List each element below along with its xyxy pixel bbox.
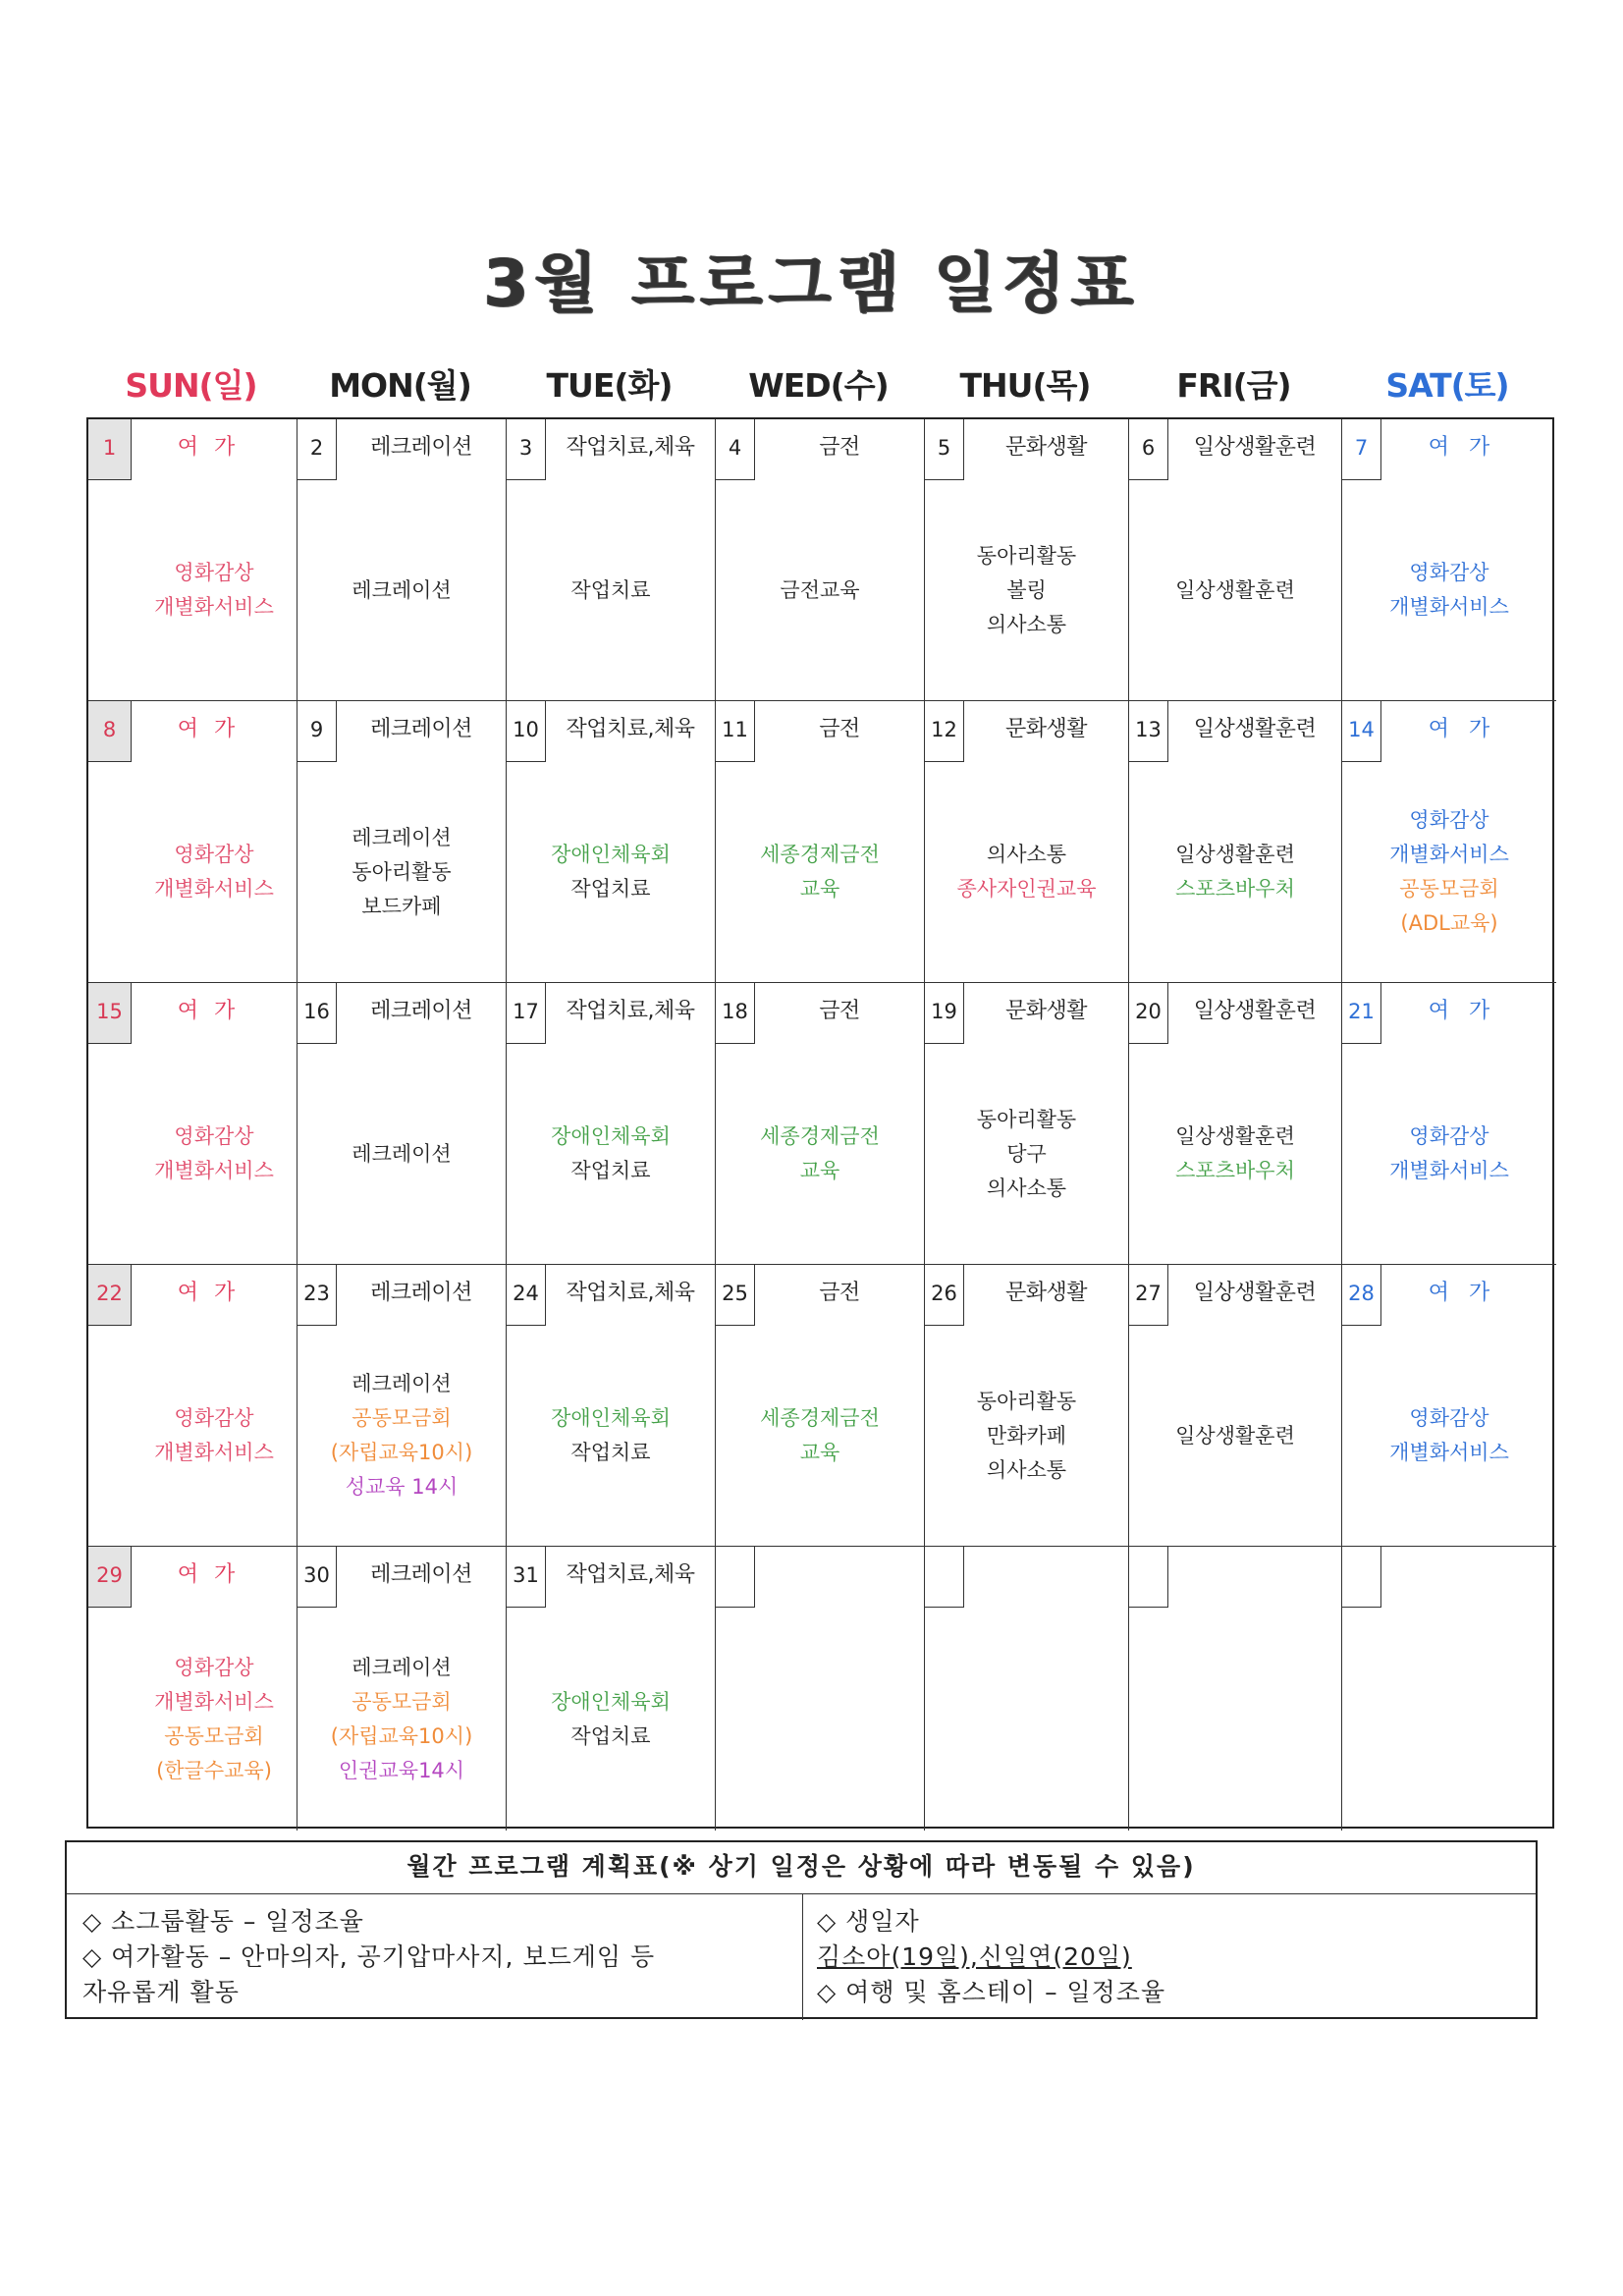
day-program-label: 일상생활훈련 bbox=[1193, 717, 1317, 741]
day-program-label: 문화생활 bbox=[1004, 435, 1087, 460]
activity-line: 영화감상 bbox=[1409, 1124, 1489, 1148]
activity-line: 작업치료 bbox=[570, 1441, 651, 1464]
day-number: 3 bbox=[507, 419, 546, 480]
activity-line: 개별화서비스 bbox=[154, 595, 274, 619]
day-number: 4 bbox=[716, 419, 755, 480]
day-number bbox=[1342, 1547, 1381, 1608]
activity-line: 동아리활동 bbox=[976, 543, 1077, 568]
activity-line: 보드카페 bbox=[361, 894, 442, 918]
day-cell-empty bbox=[1129, 1547, 1342, 1831]
day-activities bbox=[1129, 1608, 1341, 1831]
day-cell-10 bbox=[507, 701, 716, 983]
day-number bbox=[716, 1547, 755, 1608]
day-program-label: 금전 bbox=[819, 435, 860, 460]
activity-line: 동아리활동 bbox=[976, 1389, 1077, 1413]
activity-line: 만화카페 bbox=[986, 1423, 1067, 1448]
day-cell-16 bbox=[298, 983, 507, 1265]
day-activities bbox=[507, 1044, 715, 1264]
weekday-header-sat: SAT(토) bbox=[1385, 366, 1509, 405]
day-activities bbox=[1129, 762, 1341, 982]
day-program-label: 여가 bbox=[1428, 717, 1510, 741]
activity-line: (자립교육10시) bbox=[330, 1723, 473, 1748]
activity-line: 영화감상 bbox=[174, 1124, 254, 1148]
activity-line: 작업치료 bbox=[570, 1159, 651, 1182]
day-activities bbox=[507, 762, 715, 982]
day-activities bbox=[1342, 1326, 1556, 1546]
day-number: 9 bbox=[298, 701, 337, 762]
day-program-label: 여가 bbox=[177, 1281, 251, 1305]
day-number: 24 bbox=[507, 1265, 546, 1326]
calendar-grid bbox=[86, 417, 1554, 1829]
activity-line: 세종경제금전 bbox=[760, 1124, 880, 1148]
activity-line: 세종경제금전 bbox=[760, 843, 880, 866]
day-activities bbox=[298, 1044, 506, 1264]
day-cell-30 bbox=[298, 1547, 507, 1831]
activity-line: 장애인체육회 bbox=[551, 1406, 671, 1430]
day-activities bbox=[716, 480, 924, 700]
day-program-label: 작업치료,체육 bbox=[566, 435, 695, 460]
day-number: 2 bbox=[298, 419, 337, 480]
activity-line: 장애인체육회 bbox=[551, 1689, 671, 1714]
day-program-label: 레크레이션 bbox=[370, 435, 472, 460]
day-cell-13 bbox=[1129, 701, 1342, 983]
activity-line: 작업치료 bbox=[570, 877, 651, 901]
weekday-header-row bbox=[86, 358, 1554, 417]
activity-line: 세종경제금전 bbox=[760, 1406, 880, 1430]
activity-line: 교육 bbox=[799, 877, 840, 901]
activity-line: 교육 bbox=[799, 1159, 840, 1182]
day-cell-1 bbox=[88, 419, 298, 701]
day-cell-19 bbox=[925, 983, 1129, 1265]
activity-line: 동아리활동 bbox=[352, 859, 452, 884]
day-activities bbox=[1342, 1608, 1556, 1831]
activity-line: 영화감상 bbox=[1409, 561, 1489, 584]
plan-leisure-line-cont: 자유롭게 활동 bbox=[82, 1978, 240, 2006]
plan-birthday-names: 김소아(19일),신일연(20일) bbox=[817, 1942, 1132, 1971]
activity-line: 영화감상 bbox=[1409, 1406, 1489, 1430]
day-activities bbox=[1129, 480, 1341, 700]
day-number: 20 bbox=[1129, 983, 1168, 1044]
day-program-label: 여가 bbox=[1428, 1281, 1510, 1305]
activity-line: 영화감상 bbox=[174, 1406, 254, 1430]
activity-line: 영화감상 bbox=[174, 843, 254, 866]
day-program-label bbox=[755, 1547, 924, 1608]
day-number: 21 bbox=[1342, 983, 1381, 1044]
day-number: 10 bbox=[507, 701, 546, 762]
day-cell-8 bbox=[88, 701, 298, 983]
activity-line: 개별화서비스 bbox=[1389, 843, 1509, 866]
weekday-header-sun: SUN(일) bbox=[125, 366, 257, 405]
day-activities bbox=[1129, 1326, 1341, 1546]
day-activities bbox=[132, 762, 297, 982]
day-number: 31 bbox=[507, 1547, 546, 1608]
day-cell-24 bbox=[507, 1265, 716, 1547]
activity-line: 볼링 bbox=[1006, 577, 1047, 602]
day-number: 8 bbox=[88, 701, 132, 762]
day-program-label: 금전 bbox=[819, 1281, 860, 1305]
day-cell-18 bbox=[716, 983, 925, 1265]
activity-line: 개별화서비스 bbox=[1389, 595, 1509, 619]
day-cell-14 bbox=[1342, 701, 1556, 983]
activity-line: 일상생활훈련 bbox=[1175, 1124, 1295, 1148]
activity-line: 개별화서비스 bbox=[154, 1159, 274, 1182]
day-cell-6 bbox=[1129, 419, 1342, 701]
day-number: 18 bbox=[716, 983, 755, 1044]
day-activities bbox=[1129, 1044, 1341, 1264]
day-activities bbox=[298, 762, 506, 982]
day-cell-25 bbox=[716, 1265, 925, 1547]
day-program-label: 작업치료,체육 bbox=[566, 1562, 695, 1587]
activity-line: 스포츠바우처 bbox=[1175, 877, 1295, 901]
day-program-label: 여가 bbox=[177, 999, 251, 1023]
activity-line: 의사소통 bbox=[986, 1457, 1067, 1482]
day-number bbox=[925, 1547, 964, 1608]
day-program-label: 금전 bbox=[819, 999, 860, 1023]
day-program-label: 일상생활훈련 bbox=[1193, 1281, 1317, 1305]
activity-line: 당구 bbox=[1006, 1141, 1047, 1166]
day-cell-21 bbox=[1342, 983, 1556, 1265]
day-activities bbox=[1342, 1044, 1556, 1264]
day-program-label: 일상생활훈련 bbox=[1193, 999, 1317, 1023]
activity-line: 레크레이션 bbox=[352, 1141, 452, 1166]
activity-line: 일상생활훈련 bbox=[1175, 843, 1295, 866]
day-cell-28 bbox=[1342, 1265, 1556, 1547]
activity-line: 개별화서비스 bbox=[1389, 1441, 1509, 1464]
day-number: 13 bbox=[1129, 701, 1168, 762]
day-number bbox=[1129, 1547, 1168, 1608]
day-cell-12 bbox=[925, 701, 1129, 983]
day-number: 6 bbox=[1129, 419, 1168, 480]
day-activities bbox=[132, 1326, 297, 1546]
day-program-label: 문화생활 bbox=[1004, 999, 1087, 1023]
day-cell-27 bbox=[1129, 1265, 1342, 1547]
activity-line: 의사소통 bbox=[986, 612, 1067, 636]
day-activities bbox=[132, 1608, 297, 1831]
day-number: 23 bbox=[298, 1265, 337, 1326]
day-number: 1 bbox=[88, 419, 132, 480]
activity-line: 장애인체육회 bbox=[551, 843, 671, 866]
activity-line: 레크레이션 bbox=[352, 1655, 452, 1679]
plan-title: 월간 프로그램 계획표(※ 상기 일정은 상황에 따라 변동될 수 있음) bbox=[67, 1842, 1536, 1894]
day-cell-2 bbox=[298, 419, 507, 701]
day-program-label: 금전 bbox=[819, 717, 860, 741]
plan-travel-line: ◇ 여행 및 홈스테이 – 일정조율 bbox=[817, 1978, 1166, 2006]
activity-line: 스포츠바우처 bbox=[1175, 1159, 1295, 1182]
activity-line: 영화감상 bbox=[1409, 808, 1489, 832]
activity-line: 장애인체육회 bbox=[551, 1124, 671, 1148]
activity-line: 일상생활훈련 bbox=[1175, 577, 1295, 602]
day-program-label: 작업치료,체육 bbox=[566, 999, 695, 1023]
activity-line: 금전교육 bbox=[780, 577, 860, 602]
day-cell-11 bbox=[716, 701, 925, 983]
day-cell-5 bbox=[925, 419, 1129, 701]
day-activities bbox=[298, 1608, 506, 1831]
day-number: 29 bbox=[88, 1547, 132, 1608]
day-cell-4 bbox=[716, 419, 925, 701]
day-activities bbox=[925, 480, 1128, 700]
day-program-label: 작업치료,체육 bbox=[566, 717, 695, 741]
day-program-label: 레크레이션 bbox=[370, 717, 472, 741]
plan-leisure-line: ◇ 여가활동 – 안마의자, 공기압마사지, 보드게임 등 bbox=[82, 1942, 656, 1971]
activity-line: 레크레이션 bbox=[352, 825, 452, 849]
day-number: 27 bbox=[1129, 1265, 1168, 1326]
activity-line: (ADL교육) bbox=[1400, 911, 1498, 935]
activity-line: 개별화서비스 bbox=[154, 1689, 274, 1714]
day-number: 26 bbox=[925, 1265, 964, 1326]
day-program-label: 작업치료,체육 bbox=[566, 1281, 695, 1305]
activity-line: 공동모금회 bbox=[164, 1723, 264, 1748]
plan-left-column bbox=[67, 1894, 803, 2020]
day-cell-22 bbox=[88, 1265, 298, 1547]
activity-line: 레크레이션 bbox=[352, 577, 452, 602]
activity-line: 개별화서비스 bbox=[1389, 1159, 1509, 1182]
day-activities bbox=[925, 1608, 1128, 1831]
day-cell-20 bbox=[1129, 983, 1342, 1265]
day-cell-7 bbox=[1342, 419, 1556, 701]
day-number: 5 bbox=[925, 419, 964, 480]
activity-line: 종사자인권교육 bbox=[956, 877, 1097, 901]
day-activities bbox=[298, 1326, 506, 1546]
day-cell-empty bbox=[716, 1547, 925, 1831]
activity-line: (자립교육10시) bbox=[330, 1441, 473, 1464]
day-number: 30 bbox=[298, 1547, 337, 1608]
day-program-label: 레크레이션 bbox=[370, 1281, 472, 1305]
day-activities bbox=[1342, 480, 1556, 700]
day-number: 14 bbox=[1342, 701, 1381, 762]
activity-line: 작업치료 bbox=[570, 1723, 651, 1748]
page-title: 3월 프로그램 일정표 bbox=[483, 246, 1140, 321]
day-activities bbox=[925, 1044, 1128, 1264]
activity-line: 동아리활동 bbox=[976, 1107, 1077, 1131]
day-activities bbox=[507, 1326, 715, 1546]
weekday-header-thu: THU(목) bbox=[959, 366, 1091, 405]
activity-line: (한글수교육) bbox=[156, 1758, 272, 1782]
day-activities bbox=[1342, 762, 1556, 982]
day-program-label bbox=[1168, 1547, 1341, 1608]
day-activities bbox=[716, 1608, 924, 1831]
day-program-label: 여가 bbox=[1428, 999, 1510, 1023]
plan-small-group-line: ◇ 소그룹활동 – 일정조율 bbox=[82, 1907, 364, 1936]
day-number: 25 bbox=[716, 1265, 755, 1326]
activity-line: 개별화서비스 bbox=[154, 1441, 274, 1464]
activity-line: 영화감상 bbox=[174, 561, 254, 584]
day-number: 15 bbox=[88, 983, 132, 1044]
day-cell-empty bbox=[925, 1547, 1129, 1831]
plan-birthday-heading: ◇ 생일자 bbox=[817, 1907, 920, 1936]
activity-line: 의사소통 bbox=[986, 1175, 1067, 1200]
day-program-label: 문화생활 bbox=[1004, 1281, 1087, 1305]
activity-line: 개별화서비스 bbox=[154, 877, 274, 901]
day-activities bbox=[925, 762, 1128, 982]
activity-line: 교육 bbox=[799, 1441, 840, 1464]
day-number: 22 bbox=[88, 1265, 132, 1326]
day-number: 7 bbox=[1342, 419, 1381, 480]
monthly-plan-box bbox=[65, 1840, 1538, 2019]
weekday-header-mon: MON(월) bbox=[329, 366, 471, 405]
day-number: 16 bbox=[298, 983, 337, 1044]
day-activities bbox=[132, 480, 297, 700]
activity-line: 일상생활훈련 bbox=[1175, 1423, 1295, 1448]
day-number: 28 bbox=[1342, 1265, 1381, 1326]
activity-line: 레크레이션 bbox=[352, 1372, 452, 1395]
day-program-label: 여가 bbox=[177, 717, 251, 741]
day-program-label: 레크레이션 bbox=[370, 1562, 472, 1587]
activity-line: 영화감상 bbox=[174, 1655, 254, 1679]
day-program-label: 문화생활 bbox=[1004, 717, 1087, 741]
day-cell-29 bbox=[88, 1547, 298, 1831]
day-cell-17 bbox=[507, 983, 716, 1265]
day-activities bbox=[298, 480, 506, 700]
day-activities bbox=[507, 480, 715, 700]
day-cell-31 bbox=[507, 1547, 716, 1831]
weekday-header-tue: TUE(화) bbox=[546, 366, 673, 405]
activity-line: 작업치료 bbox=[570, 577, 651, 602]
day-program-label: 여가 bbox=[1428, 435, 1510, 460]
day-program-label: 여가 bbox=[177, 1562, 251, 1587]
day-cell-23 bbox=[298, 1265, 507, 1547]
day-program-label: 일상생활훈련 bbox=[1193, 435, 1317, 460]
weekday-header-fri: FRI(금) bbox=[1176, 366, 1291, 405]
day-activities bbox=[716, 1044, 924, 1264]
day-activities bbox=[507, 1608, 715, 1831]
day-cell-3 bbox=[507, 419, 716, 701]
activity-line: 의사소통 bbox=[986, 843, 1067, 866]
day-cell-15 bbox=[88, 983, 298, 1265]
day-program-label: 레크레이션 bbox=[370, 999, 472, 1023]
activity-line: 성교육 14시 bbox=[345, 1475, 459, 1499]
day-number: 11 bbox=[716, 701, 755, 762]
day-program-label: 여가 bbox=[177, 435, 251, 460]
day-number: 19 bbox=[925, 983, 964, 1044]
day-activities bbox=[716, 762, 924, 982]
activity-line: 인권교육14시 bbox=[338, 1758, 465, 1782]
activity-line: 공동모금회 bbox=[352, 1689, 452, 1714]
weekday-header-wed: WED(수) bbox=[748, 366, 889, 405]
day-program-label bbox=[964, 1547, 1128, 1608]
day-number: 17 bbox=[507, 983, 546, 1044]
day-cell-empty bbox=[1342, 1547, 1556, 1831]
activity-line: 공동모금회 bbox=[1399, 877, 1499, 901]
day-program-label bbox=[1381, 1547, 1556, 1608]
activity-line: 공동모금회 bbox=[352, 1406, 452, 1430]
day-activities bbox=[925, 1326, 1128, 1546]
day-number: 12 bbox=[925, 701, 964, 762]
day-cell-26 bbox=[925, 1265, 1129, 1547]
plan-right-column bbox=[803, 1894, 1536, 2020]
day-cell-9 bbox=[298, 701, 507, 983]
day-activities bbox=[132, 1044, 297, 1264]
day-activities bbox=[716, 1326, 924, 1546]
